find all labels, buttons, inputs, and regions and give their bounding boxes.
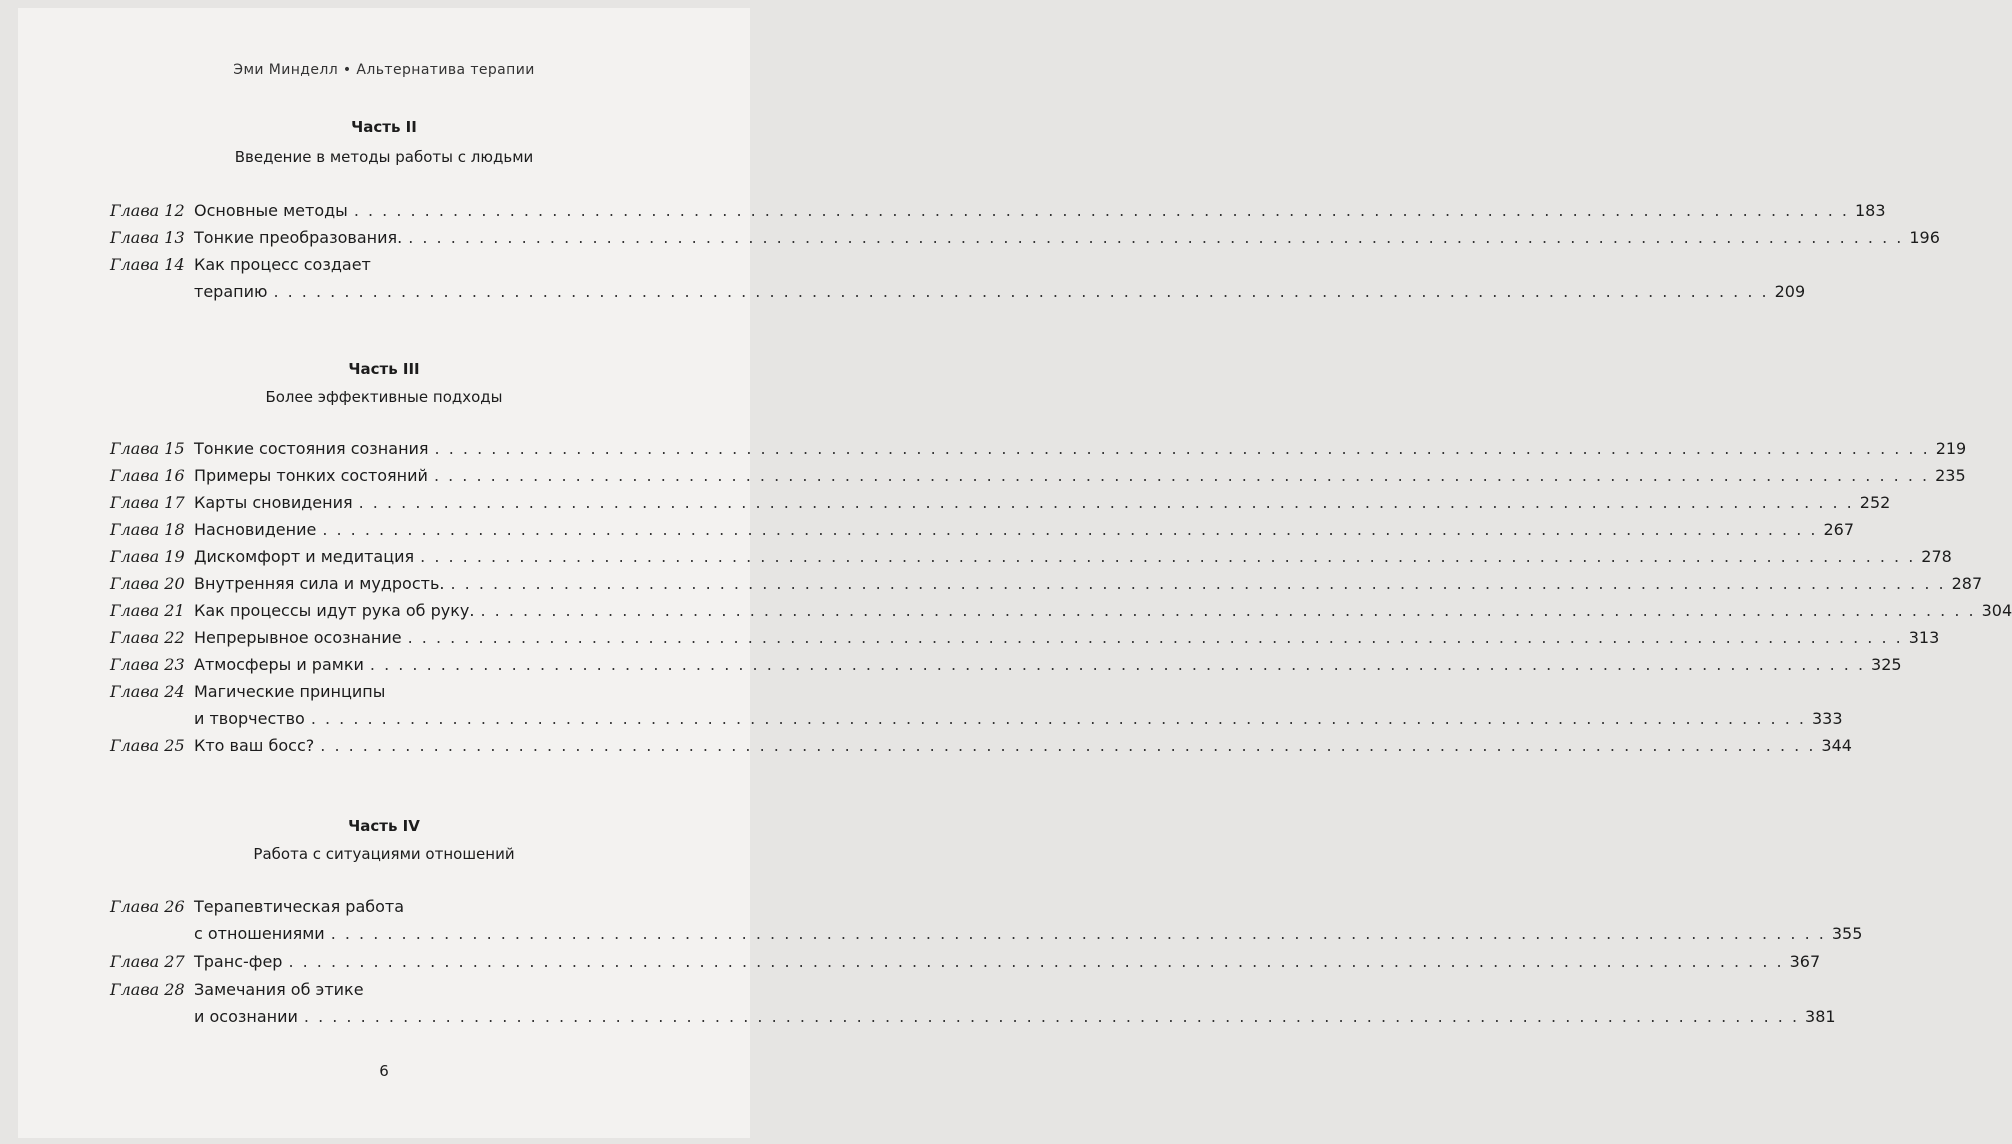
chapter-page-number: 278	[1921, 547, 1952, 566]
toc-entry-26[interactable]	[110, 895, 710, 919]
chapter-page-number: 287	[1951, 574, 1983, 593]
chapter-title: Как процессы идут рука об руку.	[194, 601, 475, 620]
dot-leader	[273, 280, 1768, 304]
chapter-title: Терапевтическая работа	[194, 897, 405, 916]
dot-leader	[331, 922, 1826, 946]
part-3-title: Часть III	[348, 360, 420, 378]
chapter-title: Карты сновидения	[194, 493, 353, 512]
chapter-page-number: 367	[1789, 952, 1821, 971]
toc-entry-17[interactable]	[110, 491, 1891, 515]
chapter-label: Глава 15	[110, 439, 185, 458]
toc-entry-27[interactable]	[110, 950, 1821, 974]
chapter-page-number: 196	[1909, 228, 1940, 247]
chapter-label: Глава 19	[110, 547, 185, 566]
chapter-title: Дискомфорт и медитация	[194, 547, 415, 566]
chapter-label: Глава 24	[110, 682, 185, 701]
dot-leader	[434, 464, 1929, 488]
chapter-label: Глава 21	[110, 601, 185, 620]
toc-entry-12[interactable]	[110, 199, 1886, 223]
toc-entry-26-cont[interactable]	[110, 922, 1863, 946]
chapter-label: Глава 13	[110, 228, 185, 247]
chapter-page-number: 381	[1805, 1007, 1836, 1026]
dot-leader	[370, 653, 1865, 677]
toc-entry-23[interactable]	[110, 653, 1902, 677]
chapter-label: Глава 26	[110, 897, 185, 916]
toc-entry-16[interactable]	[110, 464, 1966, 488]
dot-leader	[320, 734, 1815, 758]
chapter-label: Глава 22	[110, 628, 185, 647]
chapter-label: Глава 20	[110, 574, 185, 593]
chapter-title: Кто ваш босс?	[194, 736, 315, 755]
part-2-subtitle: Введение в методы работы с людьми	[234, 148, 534, 166]
dot-leader	[359, 491, 1854, 515]
toc-entry-14-cont[interactable]	[110, 280, 1806, 304]
chapter-label: Глава 28	[110, 980, 185, 999]
toc-entry-18[interactable]	[110, 518, 1855, 542]
toc-entry-19[interactable]	[110, 545, 1952, 569]
chapter-page-number: 313	[1908, 628, 1940, 647]
chapter-title: Тонкие преобразования.	[194, 228, 403, 247]
chapter-title: Непрерывное осознание	[194, 628, 402, 647]
part-3-subtitle: Более эффективные подходы	[265, 388, 503, 406]
toc-entry-24[interactable]	[110, 680, 710, 704]
toc-entry-14[interactable]	[110, 253, 710, 277]
dot-leader	[420, 545, 1915, 569]
toc-entry-22[interactable]	[110, 626, 1940, 650]
part-4-title: Часть IV	[348, 817, 420, 835]
dot-leader	[311, 707, 1806, 731]
chapter-page-number: 235	[1935, 466, 1966, 485]
chapter-page-number: 325	[1871, 655, 1902, 674]
chapter-title-continuation: и осознании	[194, 1007, 298, 1026]
toc-entry-25[interactable]	[110, 734, 1852, 758]
toc-entry-28[interactable]	[110, 978, 710, 1002]
toc-entry-20[interactable]	[110, 572, 1983, 596]
part-4-subtitle: Работа с ситуациями отношений	[253, 845, 515, 863]
chapter-page-number: 304	[1981, 601, 2012, 620]
part-2-title: Часть II	[351, 118, 417, 136]
chapter-label: Глава 27	[110, 952, 185, 971]
chapter-title: Как процесс создает	[194, 255, 371, 274]
dot-leader	[322, 518, 1817, 542]
chapter-label: Глава 25	[110, 736, 185, 755]
chapter-title: Примеры тонких состояний	[194, 466, 428, 485]
chapter-label: Глава 18	[110, 520, 185, 539]
page-number: 6	[379, 1062, 389, 1080]
dot-leader	[408, 226, 1903, 250]
chapter-label: Глава 16	[110, 466, 185, 485]
chapter-title: Транс-фер	[194, 952, 283, 971]
chapter-title-continuation: и творчество	[194, 709, 305, 728]
dot-leader	[450, 572, 1945, 596]
chapter-title: Атмосферы и рамки	[194, 655, 364, 674]
chapter-page-number: 344	[1821, 736, 1852, 755]
toc-entry-28-cont[interactable]	[110, 1005, 1836, 1029]
chapter-title: Замечания об этике	[194, 980, 364, 999]
toc-entry-13[interactable]	[110, 226, 1940, 250]
chapter-title-continuation: с отношениями	[194, 924, 325, 943]
chapter-title: Насновидение	[194, 520, 317, 539]
chapter-page-number: 333	[1811, 709, 1843, 728]
dot-leader	[408, 626, 1903, 650]
chapter-title: Основные методы	[194, 201, 348, 220]
chapter-page-number: 267	[1823, 520, 1855, 539]
chapter-title: Тонкие состояния сознания	[194, 439, 429, 458]
chapter-page-number: 252	[1859, 493, 1891, 512]
chapter-page-number: 209	[1774, 282, 1806, 301]
toc-entry-15[interactable]	[110, 437, 1967, 461]
chapter-title: Магические принципы	[194, 682, 386, 701]
chapter-label: Глава 23	[110, 655, 185, 674]
chapter-title-continuation: терапию	[194, 282, 268, 301]
dot-leader	[435, 437, 1930, 461]
dot-leader	[480, 599, 1975, 623]
toc-entry-24-cont[interactable]	[110, 707, 1843, 731]
chapter-page-number: 355	[1831, 924, 1863, 943]
chapter-page-number: 219	[1935, 439, 1967, 458]
chapter-label: Глава 12	[110, 201, 185, 220]
chapter-label: Глава 14	[110, 255, 185, 274]
dot-leader	[354, 199, 1849, 223]
running-head: Эми Минделл • Альтернатива терапии	[233, 62, 535, 78]
toc-entry-21[interactable]	[110, 599, 2012, 623]
chapter-label: Глава 17	[110, 493, 185, 512]
chapter-title: Внутренняя сила и мудрость.	[194, 574, 445, 593]
dot-leader	[304, 1005, 1799, 1029]
dot-leader	[288, 950, 1783, 974]
chapter-page-number: 183	[1854, 201, 1886, 220]
